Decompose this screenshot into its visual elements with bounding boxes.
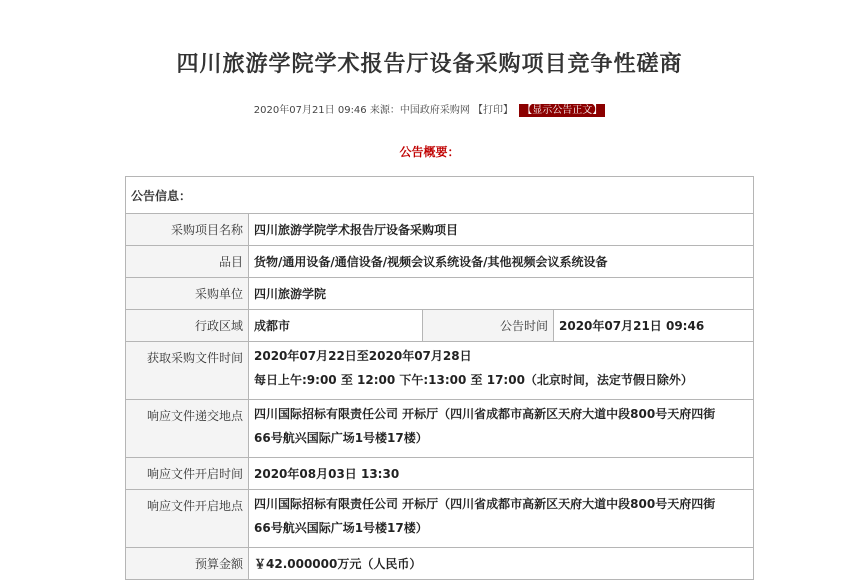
publish-datetime: 2020年07月21日 09:46 bbox=[253, 105, 367, 116]
source-label: 来源： bbox=[369, 105, 400, 116]
doc-time-value bbox=[249, 342, 754, 400]
table-row bbox=[126, 458, 754, 490]
doc-time-dates: 2020年07月22日至2020年07月28日 bbox=[254, 349, 472, 363]
purchaser-label: 采购单位 bbox=[126, 278, 249, 310]
source-name: 中国政府采购网 bbox=[399, 105, 470, 116]
open-place-value bbox=[249, 490, 754, 548]
meta-line bbox=[0, 101, 859, 116]
submit-place-label: 响应文件递交地点 bbox=[126, 400, 249, 458]
region-value: 成都市 bbox=[249, 310, 423, 342]
submit-place-line1: 四川国际招标有限责任公司 开标厅（四川省成都市高新区天府大道中段800号天府四街 bbox=[254, 407, 716, 421]
category-value: 货物/通用设备/通信设备/视频会议系统设备/其他视频会议系统设备 bbox=[249, 246, 754, 278]
category-label: 品目 bbox=[126, 246, 249, 278]
summary-heading: 公告概要： bbox=[399, 145, 460, 159]
open-place-label: 响应文件开启地点 bbox=[126, 490, 249, 548]
table-row bbox=[126, 214, 754, 246]
doc-time-label: 获取采购文件时间 bbox=[126, 342, 249, 400]
open-place-line1: 四川国际招标有限责任公司 开标厅（四川省成都市高新区天府大道中段800号天府四街 bbox=[254, 497, 716, 511]
page-title: 四川旅游学院学术报告厅设备采购项目竞争性磋商 bbox=[176, 52, 683, 77]
notice-time-value: 2020年07月21日 09:46 bbox=[554, 310, 754, 342]
show-full-notice-button[interactable]: 【显示公告正文】 bbox=[519, 104, 605, 117]
budget-label: 预算金额 bbox=[126, 548, 249, 580]
project-name-value: 四川旅游学院学术报告厅设备采购项目 bbox=[249, 214, 754, 246]
notice-time-label: 公告时间 bbox=[423, 310, 554, 342]
submit-place-line2: 66号航兴国际广场1号楼17楼） bbox=[254, 431, 428, 445]
print-link[interactable]: 【打印】 bbox=[473, 105, 514, 116]
table-row bbox=[126, 310, 754, 342]
table-row bbox=[126, 548, 754, 580]
doc-time-hours: 每日上午:9:00 至 12:00 下午:13:00 至 17:00（北京时间，法定节假日除外） bbox=[254, 373, 693, 387]
table-row bbox=[126, 246, 754, 278]
submit-place-value bbox=[249, 400, 754, 458]
table-row bbox=[126, 278, 754, 310]
notice-info-table bbox=[125, 176, 754, 580]
purchaser-value: 四川旅游学院 bbox=[249, 278, 754, 310]
project-name-label: 采购项目名称 bbox=[126, 214, 249, 246]
budget-value: ￥42.000000万元（人民币） bbox=[249, 548, 754, 580]
region-label: 行政区域 bbox=[126, 310, 249, 342]
open-time-value: 2020年08月03日 13:30 bbox=[249, 458, 754, 490]
table-row bbox=[126, 342, 754, 400]
open-place-line2: 66号航兴国际广场1号楼17楼） bbox=[254, 521, 428, 535]
table-row bbox=[126, 490, 754, 548]
table-row bbox=[126, 400, 754, 458]
open-time-label: 响应文件开启时间 bbox=[126, 458, 249, 490]
table-header: 公告信息： bbox=[126, 177, 754, 214]
